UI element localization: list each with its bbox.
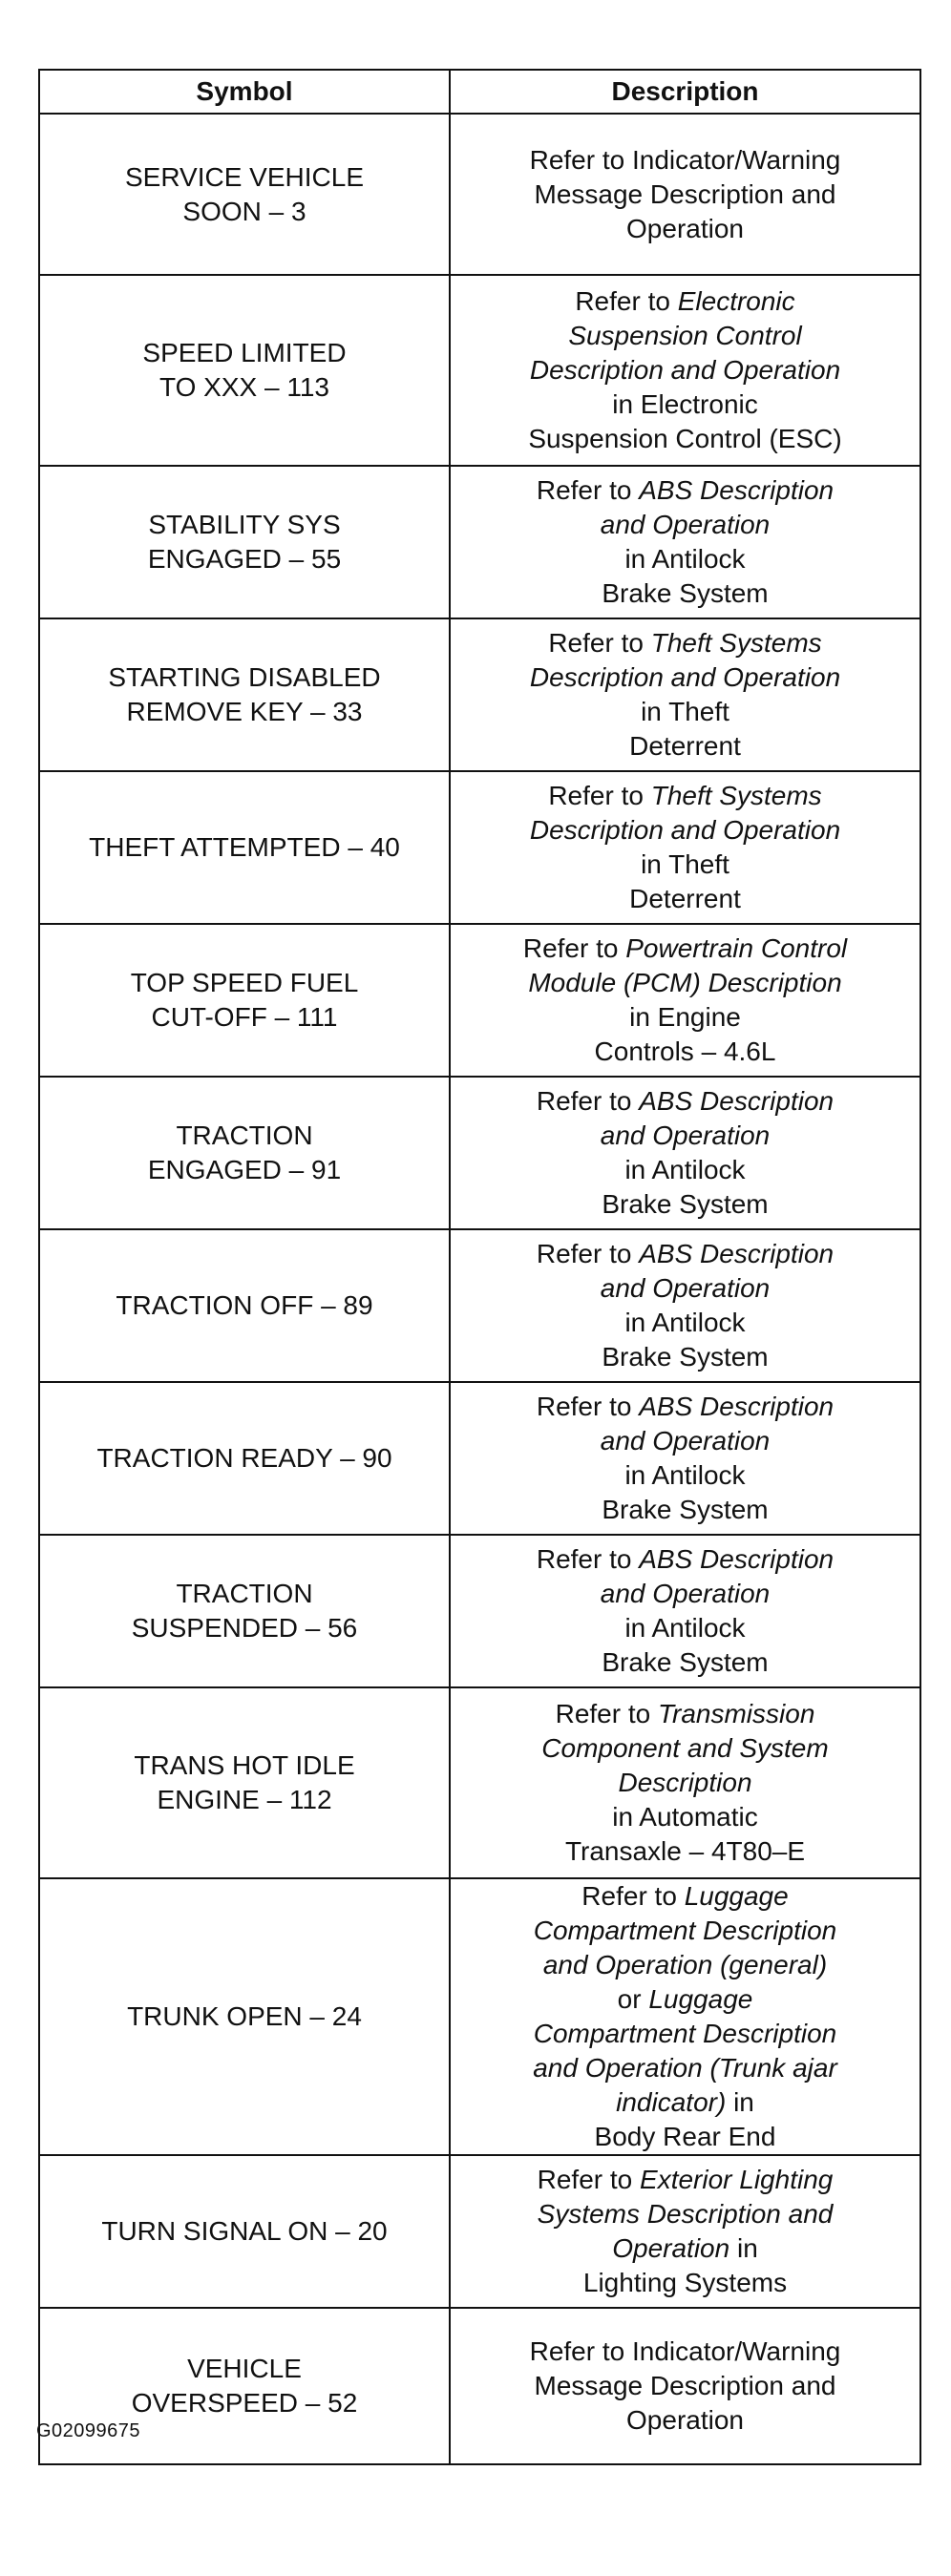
description-line bbox=[460, 1645, 910, 1680]
description-cell bbox=[450, 1382, 920, 1535]
table-row bbox=[39, 924, 920, 1077]
description-line bbox=[460, 1982, 910, 2017]
description-line bbox=[460, 966, 910, 1000]
symbol-description-table bbox=[38, 69, 921, 2465]
description-line bbox=[460, 576, 910, 611]
description-line bbox=[460, 848, 910, 882]
description-line bbox=[460, 422, 910, 456]
description-line bbox=[460, 1697, 910, 1731]
reference-title: ABS Description bbox=[639, 1544, 835, 1574]
description-line bbox=[460, 813, 910, 848]
reference-title: Operation bbox=[612, 2233, 730, 2263]
description-line bbox=[460, 387, 910, 422]
table-row bbox=[39, 1229, 920, 1382]
reference-title: Description and Operation bbox=[529, 662, 841, 692]
table-body bbox=[39, 114, 920, 2464]
description-text: Refer to bbox=[536, 1239, 640, 1268]
symbol-text: STARTING DISABLED bbox=[108, 662, 381, 692]
description-line bbox=[460, 1153, 910, 1187]
description-line bbox=[460, 508, 910, 542]
description-line bbox=[460, 1458, 910, 1493]
description-line bbox=[460, 1948, 910, 1982]
description-line bbox=[460, 1237, 910, 1271]
description-text: Brake System bbox=[602, 1495, 769, 1524]
description-line bbox=[460, 1340, 910, 1374]
description-text: Deterrent bbox=[629, 884, 741, 913]
reference-title: Electronic bbox=[677, 286, 795, 316]
description-line bbox=[460, 2120, 910, 2154]
description-cell bbox=[450, 275, 920, 466]
description-line bbox=[460, 2017, 910, 2051]
description-text: Refer to bbox=[548, 628, 651, 658]
description-line bbox=[460, 626, 910, 660]
description-text: Body Rear End bbox=[594, 2122, 776, 2151]
description-cell bbox=[450, 114, 920, 275]
symbol-text: THEFT ATTEMPTED – 40 bbox=[89, 832, 400, 862]
reference-title: ABS Description bbox=[639, 1392, 835, 1421]
symbol-cell bbox=[39, 618, 450, 771]
description-line bbox=[460, 1187, 910, 1222]
symbol-text: ENGAGED – 55 bbox=[147, 544, 342, 574]
description-text: Refer to bbox=[548, 781, 651, 810]
description-line bbox=[460, 695, 910, 729]
description-text: Deterrent bbox=[629, 731, 741, 761]
symbol-text: STABILITY SYS bbox=[148, 510, 341, 539]
description-text: Message Description and bbox=[534, 2371, 836, 2400]
description-text: Transaxle – 4T80–E bbox=[564, 1836, 806, 1866]
description-text: Refer to Indicator/Warning bbox=[529, 2336, 841, 2366]
reference-title: and Operation bbox=[600, 1426, 771, 1456]
symbol-text: TRACTION READY – 90 bbox=[96, 1443, 392, 1473]
description-line bbox=[460, 1577, 910, 1611]
reference-title: and Operation bbox=[600, 1579, 771, 1608]
description-text: Refer to bbox=[536, 1086, 640, 1116]
reference-title: Luggage bbox=[648, 1984, 753, 2014]
symbol-text: TRACTION bbox=[176, 1120, 313, 1150]
description-line bbox=[460, 2197, 910, 2231]
description-line bbox=[460, 542, 910, 576]
description-text: Brake System bbox=[602, 578, 769, 608]
reference-title: Theft Systems bbox=[650, 781, 822, 810]
description-text: Refer to bbox=[581, 1881, 685, 1911]
symbol-cell bbox=[39, 466, 450, 618]
table-row bbox=[39, 2308, 920, 2464]
table-row bbox=[39, 1687, 920, 1878]
description-text: in bbox=[729, 2233, 758, 2263]
description-cell bbox=[450, 1878, 920, 2155]
table-row bbox=[39, 114, 920, 275]
description-line bbox=[460, 473, 910, 508]
symbol-cell bbox=[39, 1878, 450, 2155]
symbol-cell bbox=[39, 2155, 450, 2308]
description-line bbox=[460, 284, 910, 319]
reference-title: indicator) bbox=[616, 2087, 727, 2117]
description-cell bbox=[450, 2155, 920, 2308]
symbol-text: ENGINE – 112 bbox=[157, 1785, 332, 1814]
description-text: in Antilock bbox=[624, 1460, 746, 1490]
description-text: Operation bbox=[626, 2405, 744, 2435]
description-line bbox=[460, 1306, 910, 1340]
symbol-text: VEHICLE bbox=[187, 2354, 302, 2383]
description-text: in Antilock bbox=[624, 1308, 746, 1337]
description-text: in Electronic bbox=[612, 389, 758, 419]
symbol-text: TO XXX – 113 bbox=[159, 372, 329, 402]
symbol-cell bbox=[39, 1687, 450, 1878]
description-line bbox=[460, 1084, 910, 1119]
table-header-row bbox=[39, 70, 920, 114]
symbol-text: SERVICE VEHICLE bbox=[124, 161, 365, 192]
symbol-cell bbox=[39, 1229, 450, 1382]
description-text: in bbox=[726, 2087, 754, 2117]
description-cell bbox=[450, 2308, 920, 2464]
table-row bbox=[39, 1077, 920, 1229]
symbol-text: TOP SPEED FUEL bbox=[130, 968, 359, 997]
symbol-text: TRANS HOT IDLE bbox=[134, 1750, 355, 1780]
description-text: in Theft bbox=[641, 697, 729, 726]
description-line bbox=[460, 2266, 910, 2300]
reference-title: Luggage bbox=[684, 1881, 789, 1911]
table-row bbox=[39, 1382, 920, 1535]
symbol-cell bbox=[39, 1382, 450, 1535]
description-cell bbox=[450, 771, 920, 924]
description-line bbox=[460, 1035, 910, 1069]
reference-title: Description and Operation bbox=[529, 815, 841, 845]
description-text: in Theft bbox=[641, 849, 729, 879]
reference-title: Component and System bbox=[541, 1733, 829, 1763]
symbol-text: SPEED LIMITED bbox=[142, 338, 347, 367]
description-cell bbox=[450, 466, 920, 618]
reference-title: Powertrain Control bbox=[625, 933, 848, 963]
description-text: Operation bbox=[626, 213, 744, 243]
description-cell bbox=[450, 1535, 920, 1687]
description-text: Lighting Systems bbox=[582, 2268, 788, 2297]
description-line bbox=[460, 2403, 910, 2438]
symbol-text: TRACTION OFF – 89 bbox=[116, 1290, 373, 1320]
reference-title: Suspension Control bbox=[568, 321, 802, 350]
description-text: Brake System bbox=[602, 1189, 769, 1219]
description-line bbox=[460, 1834, 910, 1869]
description-line bbox=[460, 1493, 910, 1527]
description-line bbox=[460, 1424, 910, 1458]
symbol-text: TRACTION bbox=[176, 1579, 313, 1608]
reference-title: Description and Operation bbox=[529, 355, 841, 385]
description-line bbox=[460, 1390, 910, 1424]
description-line bbox=[460, 1731, 910, 1766]
symbol-cell bbox=[39, 771, 450, 924]
reference-title: ABS Description bbox=[639, 475, 835, 505]
description-line bbox=[460, 932, 910, 966]
description-text: Brake System bbox=[602, 1342, 769, 1372]
reference-title: and Operation bbox=[600, 510, 771, 539]
symbol-cell bbox=[39, 275, 450, 466]
description-line bbox=[460, 2051, 910, 2085]
column-header-description: Description bbox=[450, 70, 920, 114]
description-line bbox=[460, 143, 910, 178]
description-line bbox=[460, 660, 910, 695]
description-line bbox=[460, 882, 910, 916]
reference-title: ABS Description bbox=[639, 1086, 835, 1116]
reference-title: Transmission bbox=[657, 1699, 815, 1728]
description-cell bbox=[450, 1687, 920, 1878]
table-row bbox=[39, 771, 920, 924]
table-row bbox=[39, 2155, 920, 2308]
symbol-text: SOON – 3 bbox=[182, 196, 306, 226]
description-text: Refer to bbox=[537, 2165, 641, 2194]
symbol-cell bbox=[39, 1077, 450, 1229]
description-line bbox=[460, 319, 910, 353]
symbol-text: REMOVE KEY – 33 bbox=[126, 697, 363, 726]
description-text: or bbox=[617, 1984, 649, 2014]
description-text: in Antilock bbox=[624, 544, 746, 574]
description-text: Refer to Indicator/Warning bbox=[529, 144, 841, 175]
description-text: in Antilock bbox=[624, 1613, 746, 1643]
description-line bbox=[460, 1611, 910, 1645]
description-line bbox=[460, 779, 910, 813]
description-line bbox=[460, 2163, 910, 2197]
table-row bbox=[39, 275, 920, 466]
figure-code: G02099675 bbox=[36, 2420, 141, 2441]
description-text: Suspension Control (ESC) bbox=[528, 424, 842, 453]
description-line bbox=[460, 212, 910, 246]
description-text: in Automatic bbox=[612, 1802, 758, 1832]
reference-title: Theft Systems bbox=[650, 628, 822, 658]
description-text: Controls – 4.6L bbox=[594, 1037, 776, 1066]
table-row bbox=[39, 618, 920, 771]
description-text: in Engine bbox=[629, 1002, 741, 1032]
description-cell bbox=[450, 618, 920, 771]
symbol-text: TURN SIGNAL ON – 20 bbox=[101, 2216, 388, 2246]
description-text: Refer to bbox=[536, 475, 640, 505]
description-line bbox=[460, 1800, 910, 1834]
description-text: Brake System bbox=[602, 1647, 769, 1677]
description-line bbox=[460, 2369, 910, 2403]
symbol-text: OVERSPEED – 52 bbox=[131, 2388, 358, 2418]
reference-title: Compartment Description bbox=[533, 1916, 837, 1945]
reference-title: Description bbox=[618, 1768, 752, 1797]
description-text: Refer to bbox=[555, 1699, 658, 1728]
reference-title: Exterior Lighting bbox=[640, 2165, 834, 2194]
description-line bbox=[460, 2231, 910, 2266]
reference-title: and Operation bbox=[600, 1120, 771, 1150]
symbol-cell bbox=[39, 1535, 450, 1687]
description-text: Refer to bbox=[575, 286, 678, 316]
description-cell bbox=[450, 1229, 920, 1382]
description-cell bbox=[450, 924, 920, 1077]
symbol-cell bbox=[39, 924, 450, 1077]
reference-title: and Operation (Trunk ajar bbox=[533, 2053, 837, 2083]
description-line bbox=[460, 178, 910, 212]
symbol-text: TRUNK OPEN – 24 bbox=[127, 2001, 362, 2031]
symbol-text: SUSPENDED – 56 bbox=[131, 1613, 358, 1643]
description-line bbox=[460, 2335, 910, 2369]
reference-title: Systems Description and bbox=[537, 2199, 834, 2229]
description-text: Message Description and bbox=[534, 178, 836, 209]
description-line bbox=[460, 1879, 910, 1914]
reference-title: Compartment Description bbox=[533, 2019, 837, 2048]
description-line bbox=[460, 1271, 910, 1306]
description-line bbox=[460, 353, 910, 387]
reference-title: and Operation bbox=[600, 1273, 771, 1303]
description-line bbox=[460, 1000, 910, 1035]
description-text: in Antilock bbox=[624, 1155, 746, 1184]
reference-title: ABS Description bbox=[639, 1239, 835, 1268]
description-line bbox=[460, 1766, 910, 1800]
description-text: Refer to bbox=[536, 1544, 640, 1574]
description-line bbox=[460, 2085, 910, 2120]
symbol-text: CUT-OFF – 111 bbox=[151, 1002, 338, 1032]
table-row bbox=[39, 466, 920, 618]
symbol-text: ENGAGED – 91 bbox=[147, 1155, 342, 1184]
reference-title: Module (PCM) Description bbox=[528, 968, 842, 997]
description-text: Refer to bbox=[536, 1392, 640, 1421]
symbol-cell bbox=[39, 114, 450, 275]
description-line bbox=[460, 1119, 910, 1153]
column-header-symbol: Symbol bbox=[39, 70, 450, 114]
description-text: Refer to bbox=[522, 933, 626, 963]
description-line bbox=[460, 1914, 910, 1948]
reference-title: and Operation (general) bbox=[542, 1950, 828, 1979]
description-cell bbox=[450, 1077, 920, 1229]
table-row bbox=[39, 1878, 920, 2155]
table-row bbox=[39, 1535, 920, 1687]
description-line bbox=[460, 1542, 910, 1577]
description-line bbox=[460, 729, 910, 764]
